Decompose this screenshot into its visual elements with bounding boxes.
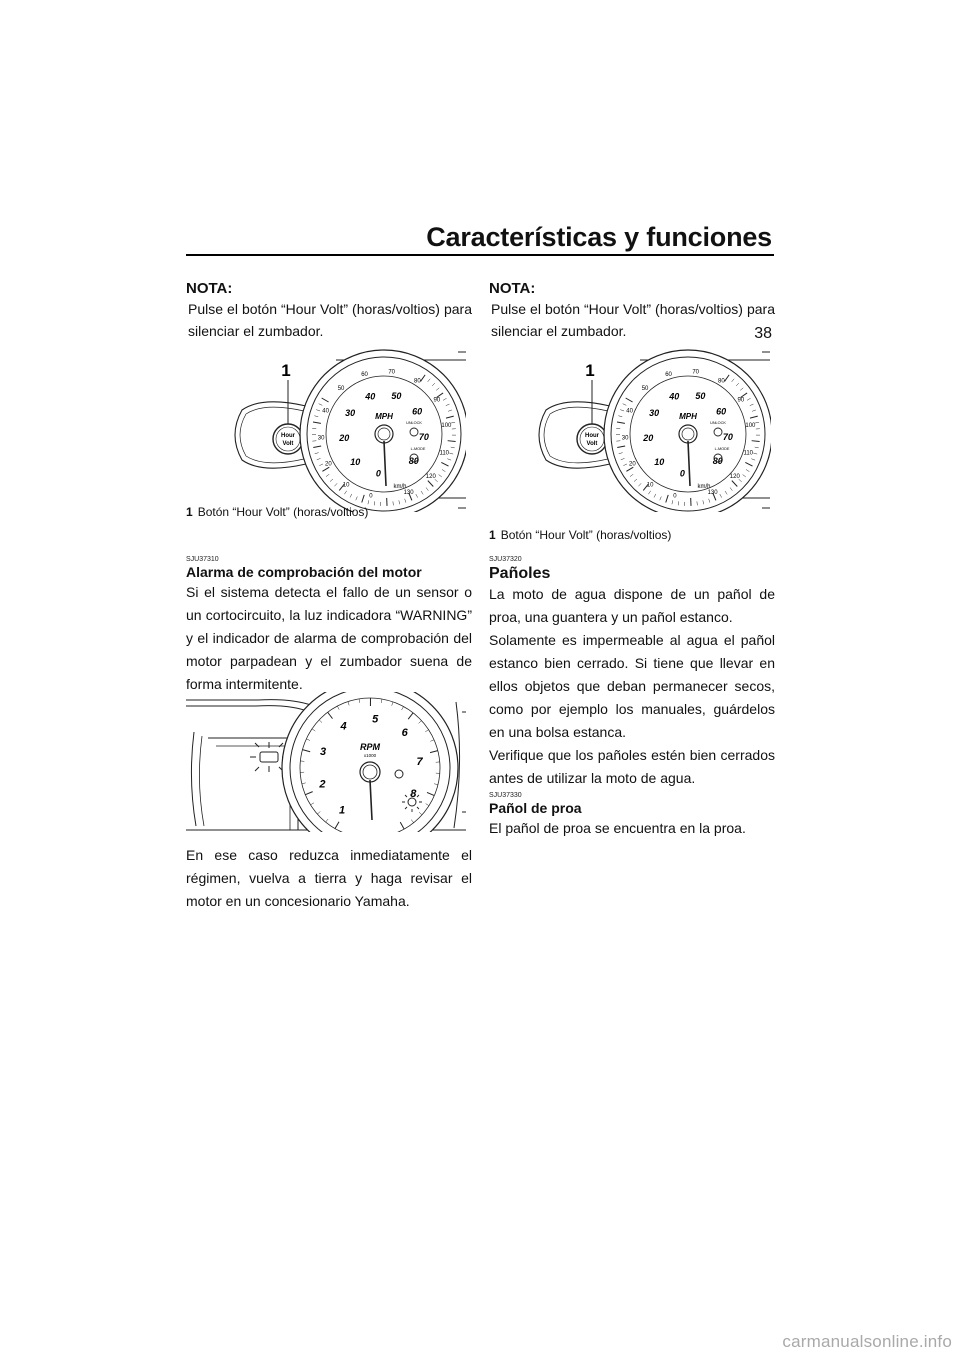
closing-text: En ese caso reduzca inmediatamente el régimen, vuelva a tierra y haga revisar el motor en un concesionario Yamaha.	[186, 847, 472, 909]
lmode-label: L-MODE	[410, 447, 426, 451]
rpm-label: RPM	[360, 742, 380, 752]
kmh-scale-number: 30	[621, 435, 629, 442]
mph-scale-number: 40	[365, 391, 376, 402]
kmh-label: km/h	[393, 484, 407, 490]
caption-number: 1	[186, 505, 193, 519]
callout-number: 1	[585, 361, 595, 380]
mph-scale-number: 10	[654, 456, 665, 467]
mph-scale-number: 50	[695, 390, 706, 401]
rpm-scale-number: 5	[372, 713, 379, 726]
mph-scale-number: 60	[412, 406, 423, 417]
kmh-scale-number: 50	[337, 385, 345, 392]
mph-scale-number: 0	[679, 468, 685, 479]
kmh-scale-number: 130	[707, 489, 718, 496]
mph-scale-number: 70	[418, 431, 429, 442]
mph-scale-number: 10	[350, 456, 361, 467]
kmh-scale-number: 0	[673, 493, 677, 500]
kmh-scale-number: 130	[403, 489, 414, 496]
subsection-text: El pañol de proa se encuentra en la proa.	[489, 820, 746, 836]
nota-text: Pulse el botón “Hour Volt” (horas/voltios) para silenciar el zumbador.	[491, 301, 775, 339]
mph-scale-number: 30	[345, 407, 356, 418]
mph-label: MPH	[679, 412, 697, 421]
lmode-label: L-MODE	[714, 447, 730, 451]
kmh-scale-number: 60	[665, 372, 672, 379]
rpm-scale-number: 1	[338, 804, 346, 817]
right-nota	[489, 280, 775, 342]
kmh-scale-number: 120	[425, 474, 436, 481]
nota-text: Pulse el botón “Hour Volt” (horas/voltios) para silenciar el zumbador.	[188, 301, 472, 339]
kmh-label: km/h	[697, 484, 711, 490]
callout-number: 1	[281, 361, 291, 380]
rpm-scale-number: 3	[319, 745, 327, 758]
mph-scale-number: 40	[669, 391, 680, 402]
mph-scale-number: 80	[712, 455, 723, 466]
mph-scale-number: 80	[408, 455, 419, 466]
kmh-scale-number: 110	[743, 450, 754, 457]
kmh-scale-number: 40	[626, 408, 633, 415]
mph-label: MPH	[375, 412, 393, 421]
rpm-scale-number: 4	[340, 720, 347, 733]
mph-scale-number: 20	[339, 433, 350, 444]
kmh-scale-number: 20	[629, 461, 636, 468]
kmh-scale-number: 100	[441, 423, 452, 430]
section-panoles	[489, 556, 775, 840]
mph-scale-number: 30	[649, 407, 660, 418]
page-number: 38	[754, 325, 772, 342]
rpm-unit: x1000	[363, 753, 377, 758]
left-figure1-caption	[186, 505, 472, 520]
section-code: SJU37320	[489, 556, 522, 563]
rpm-scale-number: 2	[319, 778, 326, 791]
kmh-scale-number: 120	[729, 474, 740, 481]
kmh-scale-number: 0	[369, 493, 373, 500]
page-title: Características y funciones	[426, 222, 772, 252]
mph-scale-number: 20	[643, 433, 654, 444]
section-text-3: Verifique que los pañoles estén bien cerrados antes de utilizar la moto de agua.	[489, 747, 775, 786]
speedometer-figure	[186, 348, 466, 512]
button-label-hour: Hour	[281, 433, 295, 439]
subsection-title: Pañol de proa	[489, 800, 582, 816]
unlock-label: UNLOCK	[406, 421, 422, 425]
mph-scale-number: 50	[391, 390, 402, 401]
kmh-scale-number: 80	[414, 378, 421, 385]
right-figure1-caption	[489, 528, 775, 543]
left-nota	[186, 280, 472, 342]
caption-number: 1	[489, 528, 496, 542]
kmh-scale-number: 10	[646, 482, 654, 489]
section-engine-alarm	[186, 556, 472, 696]
closing-text-block	[186, 844, 472, 913]
kmh-scale-number: 110	[439, 450, 450, 457]
mph-scale-number: 60	[716, 406, 727, 417]
kmh-scale-number: 70	[388, 369, 396, 376]
button-label-volt: Volt	[282, 441, 294, 447]
kmh-scale-number: 30	[317, 435, 325, 442]
kmh-scale-number: 60	[361, 372, 368, 379]
kmh-scale-number: 20	[325, 461, 332, 468]
kmh-scale-number: 80	[718, 378, 725, 385]
hour-volt-button	[273, 424, 303, 454]
kmh-scale-number: 70	[692, 369, 700, 376]
rpm-scale-number: 6	[401, 727, 408, 740]
button-label-hour: Hour	[585, 433, 599, 439]
nota-heading: NOTA:	[489, 280, 536, 297]
caption-text: Botón “Hour Volt” (horas/voltios)	[500, 528, 672, 542]
section-title: Alarma de comprobación del motor	[186, 564, 422, 580]
section-title: Pañoles	[489, 565, 551, 582]
mph-scale-number: 70	[722, 431, 733, 442]
kmh-scale-number: 90	[737, 397, 745, 404]
kmh-scale-number: 100	[745, 423, 756, 430]
unlock-label: UNLOCK	[710, 421, 726, 425]
kmh-scale-number: 90	[433, 397, 441, 404]
nota-heading: NOTA:	[186, 280, 233, 297]
speedometer-figure	[489, 348, 771, 512]
title-rule	[186, 254, 774, 256]
section-text-2: Solamente es impermeable al agua el pañol estanco bien cerrado. Si tiene que llevar en ellos objetos que deban permanecer secos, como por ejemplo los manuales, guárdelos en una bolsa estanca.	[489, 632, 775, 740]
kmh-scale-number: 40	[322, 408, 329, 415]
kmh-scale-number: 10	[342, 482, 350, 489]
rpm-scale-number: 7	[416, 756, 423, 769]
mph-scale-number: 0	[375, 468, 381, 479]
section-text: Si el sistema detecta el fallo de un sensor o un cortocircuito, la luz indicadora “WARNING” y el indicador de alarma de comprobación del motor parpadean y el zumbador suena de forma intermitente.	[186, 584, 472, 692]
section-text-1: La moto de agua dispone de un pañol de proa, una guantera y un pañol estanco.	[489, 586, 775, 625]
kmh-scale-number: 50	[641, 385, 649, 392]
button-label-volt: Volt	[586, 441, 598, 447]
tachometer-figure	[186, 692, 466, 832]
subsection-code: SJU37330	[489, 792, 522, 799]
section-code: SJU37310	[186, 556, 219, 563]
hour-volt-button	[577, 424, 607, 454]
footer-watermark: carmanualsonline.info	[782, 1332, 952, 1351]
rpm-scale-number: 8	[410, 788, 417, 800]
caption-text: Botón “Hour Volt” (horas/voltios)	[197, 505, 369, 519]
